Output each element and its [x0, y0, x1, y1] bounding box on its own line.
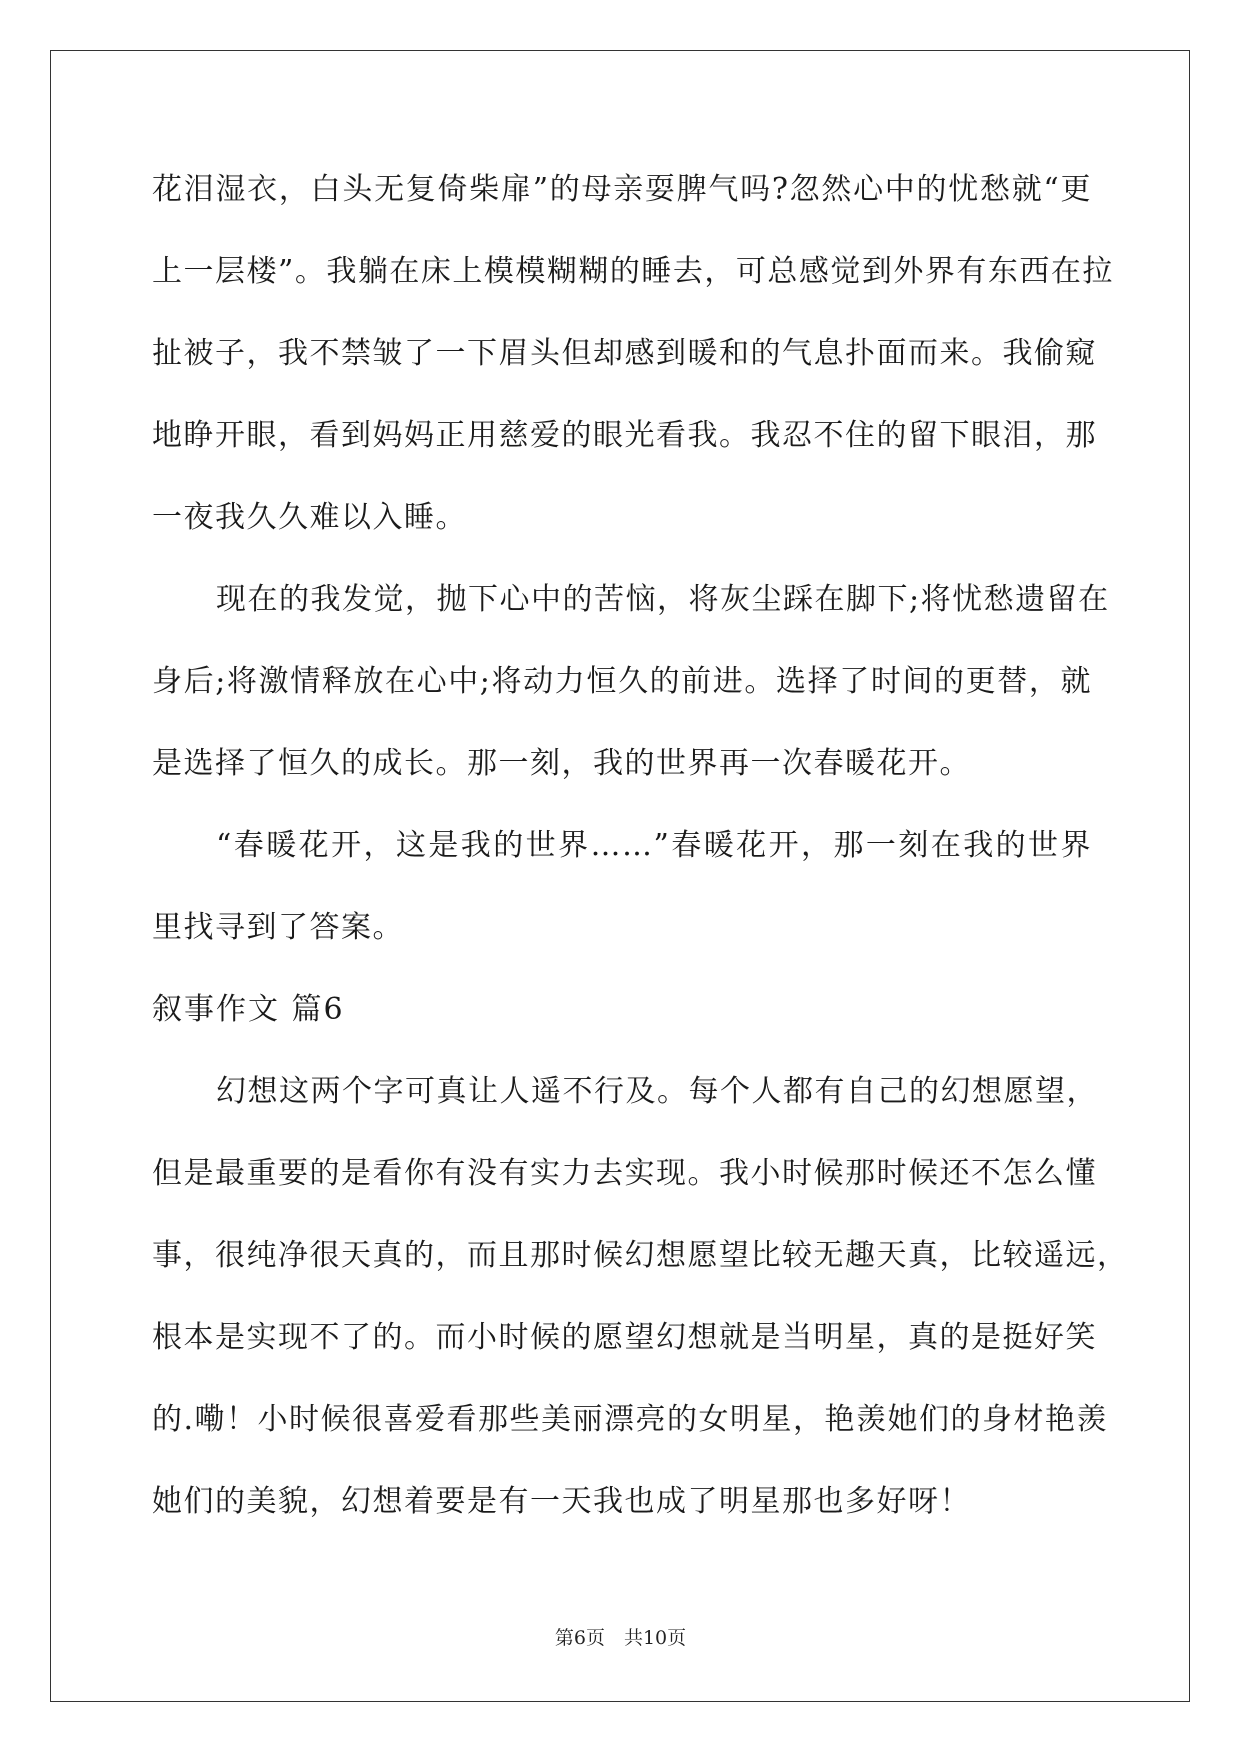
paragraph-start-line: 现在的我发觉，抛下心中的苦恼，将灰尘踩在脚下;将忧愁遗留在: [216, 582, 1110, 617]
text-line: 扯被子，我不禁皱了一下眉头但却感到暖和的气息扑面而来。我偷窥: [152, 336, 1097, 371]
text-line: 地睁开眼，看到妈妈正用慈爱的眼光看我。我忍不住的留下眼泪，那: [152, 418, 1097, 453]
text-line: 但是最重要的是看你有没有实力去实现。我小时候那时候还不怎么懂: [152, 1156, 1097, 1191]
document-body: [152, 160, 1129, 1554]
text-line: 上一层楼”。我躺在床上模模糊糊的睡去，可总感觉到外界有东西在拉: [152, 254, 1114, 289]
text-line: 一夜我久久难以入睡。: [152, 500, 467, 535]
text-line: 里找寻到了答案。: [152, 910, 404, 945]
paragraph-start-line: 幻想这两个字可真让人遥不行及。每个人都有自己的幻想愿望，: [216, 1074, 1098, 1109]
section-heading: 叙事作文 篇6: [152, 992, 345, 1027]
page-number-footer: 第6页 共10页: [554, 1627, 687, 1649]
paragraph-start-line: “春暖花开，这是我的世界……”春暖花开，那一刻在我的世界: [216, 828, 1092, 863]
text-line: 的.嘞！小时候很喜爱看那些美丽漂亮的女明星，艳羡她们的身材艳羡: [152, 1402, 1109, 1437]
text-line: 根本是实现不了的。而小时候的愿望幻想就是当明星，真的是挺好笑: [152, 1320, 1097, 1355]
text-line: 她们的美貌，幻想着要是有一天我也成了明星那也多好呀！: [152, 1484, 971, 1519]
text-line: 花泪湿衣，白头无复倚柴扉”的母亲耍脾气吗?忽然心中的忧愁就“更: [152, 172, 1092, 207]
text-line: 是选择了恒久的成长。那一刻，我的世界再一次春暖花开。: [152, 746, 971, 781]
text-line: 事，很纯净很天真的，而且那时候幻想愿望比较无趣天真，比较遥远，: [152, 1238, 1129, 1273]
text-line: 身后;将激情释放在心中;将动力恒久的前进。选择了时间的更替，就: [152, 664, 1092, 699]
